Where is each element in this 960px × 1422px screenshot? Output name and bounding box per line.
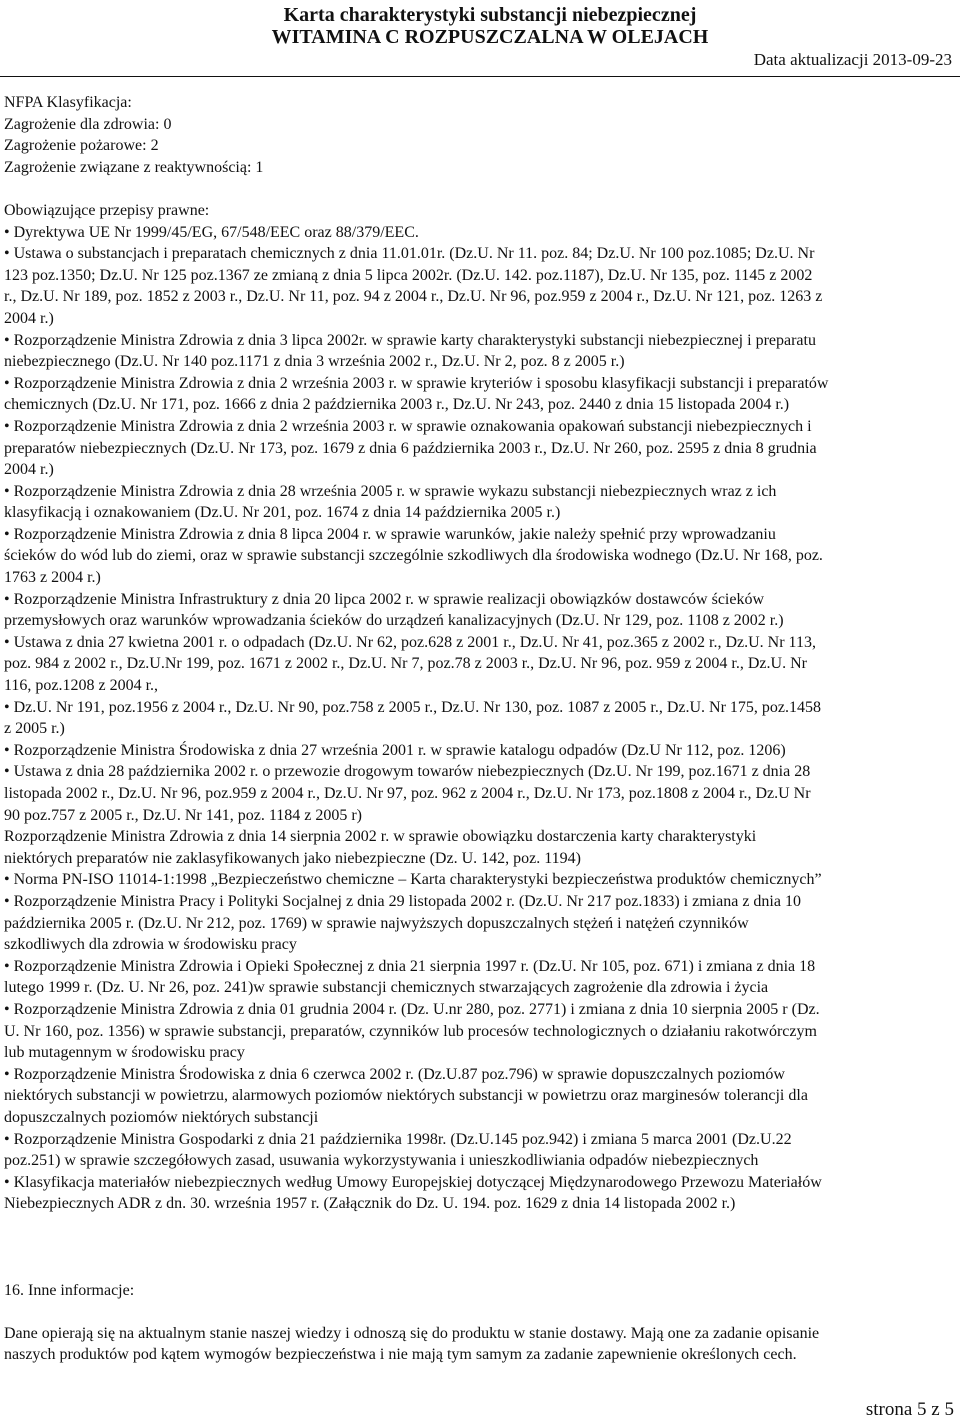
- regulation-line: ścieków do wód lub do ziemi, oraz w sprawie substancji szczególnie szkodliwych dla środowiska wodnego (Dz.U. Nr 168, poz.: [4, 547, 823, 565]
- regulation-line: • Klasyfikacja materiałów niebezpiecznych według Umowy Europejskiej dotyczącej Międzynarodowego Przewozu Materiałów: [4, 1173, 822, 1191]
- header-update-date: Data aktualizacji 2013-09-23: [753, 50, 952, 69]
- nfpa-section: [4, 92, 956, 178]
- regulation-line: [4, 1215, 956, 1237]
- regulation-line: U. Nr 160, poz. 1356) w sprawie substancji, preparatów, czynników lub procesów technologicznych o działaniu rakotwórczym: [4, 1022, 817, 1040]
- regulation-line: listopada 2002 r., Dz.U. Nr 96, poz.959 z 2004 r., Dz.U. Nr 97, poz. 962 z 2004 r., Dz.U. Nr 173, poz.1808 z 2004 r., Dz.U Nr: [4, 785, 811, 802]
- regulation-line: [4, 1236, 956, 1258]
- regulation-line: poz. 984 z 2002 r., Dz.U.Nr 199, poz. 1671 z 2002 r., Dz.U. Nr 7, poz.78 z 2003 r., Dz.U. Nr 96, poz. 959 z 2004 r., Dz.U. Nr: [4, 655, 807, 673]
- section-16-heading: 16. Inne informacje:: [4, 1281, 135, 1299]
- header-title: Karta charakterystyki substancji niebezpiecznej: [283, 4, 697, 26]
- nfpa-fire: Zagrożenie pożarowe: 2: [4, 137, 159, 155]
- regulation-line: lutego 1999 r. (Dz. U. Nr 26, poz. 241)w sprawie substancji chemicznych stwarzających zagrożenie dla zdrowia i życia: [4, 979, 769, 997]
- regulation-line: r., Dz.U. Nr 189, poz. 1852 z 2003 r., Dz.U. Nr 11, poz. 94 z 2004 r., Dz.U. Nr 96, poz.959 z 2004 r., Dz.U. Nr 121, poz. 1263 z: [4, 288, 823, 306]
- regulation-line: lub mutagennym w środowisku pracy: [4, 1044, 245, 1062]
- nfpa-health: Zagrożenie dla zdrowia: 0: [4, 115, 172, 133]
- spacer: [4, 1301, 956, 1323]
- regulation-line: • Dyrektywa UE Nr 1999/45/EG, 67/548/EEC oraz 88/379/EEC.: [4, 223, 419, 241]
- regulation-line: • Rozporządzenie Ministra Zdrowia z dnia 8 lipca 2004 r. w sprawie warunków, jakie należy spełnić przy wprowadzaniu: [4, 525, 776, 543]
- regulation-line: października 2005 r. (Dz.U. Nr 212, poz. 1769) w sprawie najwyższych dopuszczalnych stężeń i natężeń czynników: [4, 914, 749, 932]
- regulation-line: przemysłowych oraz warunków wprowadzania ścieków do urządzeń kanalizacyjnych (Dz.U. Nr 129, poz. 1108 z 2002 r.): [4, 612, 784, 630]
- header-product-name: WITAMINA C ROZPUSZCZALNA W OLEJACH: [271, 26, 709, 48]
- header-divider: [0, 76, 960, 77]
- regulation-line: 90 poz.757 z 2005 r., Dz.U. Nr 141, poz. 1184 z 2005 r): [4, 806, 363, 824]
- regulation-line: szkodliwych dla zdrowia w środowisku pracy: [4, 936, 297, 954]
- regulation-line: chemicznych (Dz.U. Nr 171, poz. 1666 z dnia 2 października 2003 r., Dz.U. Nr 243, poz. 2440 z dnia 15 listopada 2004 r.): [4, 396, 790, 414]
- regulation-line: niektórych substancji w powietrzu, alarmowych poziomów niektórych substancji w powietrzu oraz marginesów tolerancji dla: [4, 1087, 808, 1105]
- regulation-line: • Rozporządzenie Ministra Zdrowia z dnia 01 grudnia 2004 r. (Dz. U.nr 280, poz. 2771) i zmiana z dnia 10 sierpnia 2005 r (Dz.: [4, 1000, 820, 1018]
- spacer: [4, 178, 956, 200]
- regulation-line: preparatów niebezpiecznych (Dz.U. Nr 173, poz. 1679 z dnia 6 października 2003 r., Dz.U. Nr 260, poz. 2595 z dnia 8 grudnia: [4, 439, 817, 457]
- section-16-text-line: naszych produktów pod kątem wymogów bezpieczeństwa i nie mają tym samym za zadanie zapewnienie określonych cech.: [4, 1346, 797, 1364]
- regulation-line: • Ustawa z dnia 27 kwietna 2001 r. o odpadach (Dz.U. Nr 62, poz.628 z 2001 r., Dz.U. Nr 41, poz.365 z 2002 r., Dz.U. Nr 113,: [4, 633, 816, 651]
- regulation-line: 1763 z 2004 r.): [4, 569, 101, 587]
- regulation-line: niektórych preparatów nie zaklasyfikowanych jako niebezpieczne (Dz. U. 142, poz. 1194): [4, 849, 581, 867]
- regulation-line: • Rozporządzenie Ministra Zdrowia i Opieki Społecznej z dnia 21 sierpnia 1997 r. (Dz.U. Nr 105, poz. 671) i zmiana z dnia 18: [4, 957, 816, 975]
- regulation-line: • Ustawa o substancjach i preparatach chemicznych z dnia 11.01.01r. (Dz.U. Nr 11. poz. 84; Dz.U. Nr 100 poz.1085; Dz.U. Nr: [4, 245, 815, 263]
- section-16: [4, 1280, 956, 1366]
- regulation-line: 116, poz.1208 z 2004 r.,: [4, 677, 159, 695]
- regulation-line: poz.251) w sprawie szczegółowych zasad, usuwania wykorzystywania i unieszkodliwiania odpadów niebezpiecznych: [4, 1152, 759, 1170]
- regulation-line: • Ustawa z dnia 28 października 2002 r. o przewozie drogowym towarów niebezpiecznych (Dz.U. Nr 199, poz.1671 z dnia 28: [4, 763, 811, 781]
- regulation-line: z 2005 r.): [4, 720, 65, 738]
- regulation-line: niebezpiecznego (Dz.U. Nr 140 poz.1171 z dnia 3 września 2002 r., Dz.U. Nr 2, poz. 8 z 2005 r.): [4, 353, 625, 371]
- regulation-line: • Rozporządzenie Ministra Środowiska z dnia 6 czerwca 2002 r. (Dz.U.87 poz.796) w sprawie dopuszczalnych poziomów: [4, 1065, 785, 1083]
- spacer: [4, 1258, 956, 1280]
- regulations-section: [4, 200, 956, 1258]
- regulation-line: • Rozporządzenie Ministra Zdrowia z dnia 28 września 2005 r. w sprawie wykazu substancji niebezpiecznych wraz z ich: [4, 482, 777, 500]
- regulation-line: • Rozporządzenie Ministra Infrastruktury z dnia 20 lipca 2002 r. w sprawie realizacji obowiązków dostawców ścieków: [4, 590, 765, 608]
- nfpa-heading: NFPA Klasyfikacja:: [4, 94, 132, 111]
- regulation-line: klasyfikacją i oznakowaniem (Dz.U. Nr 201, poz. 1674 z dnia 14 października 2005 r.): [4, 504, 561, 522]
- regulation-line: • Rozporządzenie Ministra Pracy i Polityki Socjalnej z dnia 29 listopada 2002 r. (Dz.U. Nr 217 poz.1833) i zmiana z dnia 10: [4, 892, 801, 910]
- regulation-line: Rozporządzenie Ministra Zdrowia z dnia 14 sierpnia 2002 r. w sprawie obowiązku dostarczenia karty charakterystyki: [4, 828, 757, 846]
- regulation-line: • Rozporządzenie Ministra Środowiska z dnia 27 września 2001 r. w sprawie katalogu odpadów (Dz.U Nr 112, poz. 1206): [4, 741, 786, 759]
- page-number: strona 5 z 5: [865, 1399, 954, 1420]
- regulations-heading: Obowiązujące przepisy prawne:: [4, 201, 210, 219]
- nfpa-reactivity: Zagrożenie związane z reaktywnością: 1: [4, 158, 264, 176]
- regulation-line: • Rozporządzenie Ministra Zdrowia z dnia 3 lipca 2002r. w sprawie karty charakterystyki substancji niebezpiecznej i preparatu: [4, 331, 816, 349]
- document-body: [4, 92, 956, 1366]
- section-16-text-line: Dane opierają się na aktualnym stanie naszej wiedzy i odnoszą się do produktu w stanie dostawy. Mają one za zadanie opisanie: [4, 1324, 820, 1342]
- regulation-line: • Rozporządzenie Ministra Zdrowia z dnia 2 września 2003 r. w sprawie oznakowania opakowań substancji niebezpiecznych i: [4, 417, 812, 435]
- regulation-line: • Dz.U. Nr 191, poz.1956 z 2004 r., Dz.U. Nr 90, poz.758 z 2005 r., Dz.U. Nr 130, poz. 1087 z 2005 r., Dz.U. Nr 175, poz.1458: [4, 698, 822, 716]
- regulation-line: • Rozporządzenie Ministra Zdrowia z dnia 2 września 2003 r. w sprawie kryteriów i sposobu klasyfikacji substancji i preparatów: [4, 374, 829, 392]
- regulation-line: 2004 r.): [4, 461, 54, 479]
- regulation-line: 2004 r.): [4, 309, 54, 327]
- regulation-line: • Rozporządzenie Ministra Gospodarki z dnia 21 października 1998r. (Dz.U.145 poz.942) i zmiana 5 marca 2001 (Dz.U.22: [4, 1130, 792, 1148]
- regulation-line: • Norma PN-ISO 11014-1:1998 „Bezpieczeństwo chemiczne – Karta charakterystyki bezpieczeństwa produktów chemicznych”: [4, 871, 822, 889]
- regulation-line: 123 poz.1350; Dz.U. Nr 125 poz.1367 ze zmianą z dnia 5 lipca 2002r. (Dz.U. 142. poz.1187), Dz.U. Nr 135, poz. 1145 z 2002: [4, 266, 813, 284]
- regulation-line: dopuszczalnych poziomów niektórych substancji: [4, 1108, 319, 1126]
- regulation-line: Niebezpiecznych ADR z dn. 30. września 1957 r. (Załącznik do Dz. U. 194. poz. 1629 z dnia 14 listopada 2002 r.): [4, 1195, 736, 1213]
